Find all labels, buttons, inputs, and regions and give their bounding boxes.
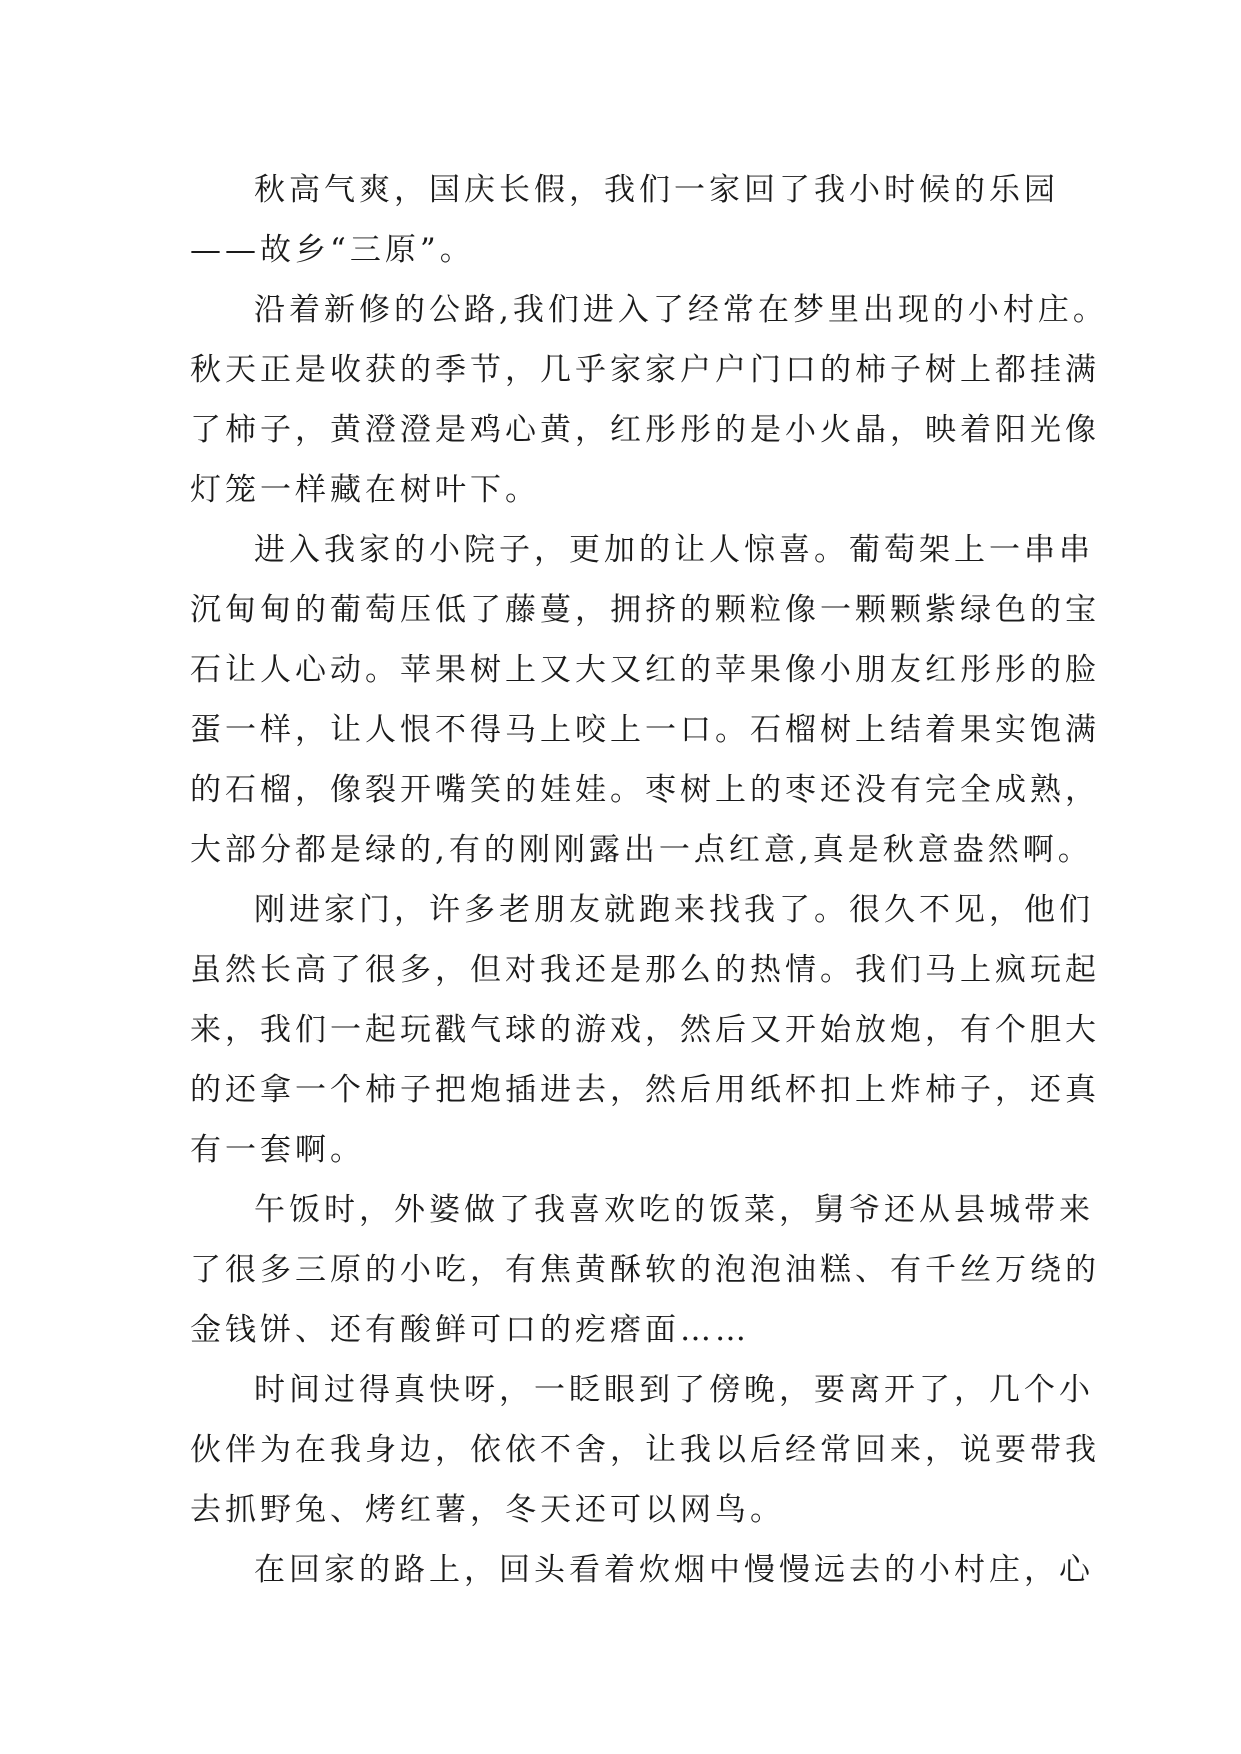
paragraph-3-line-6: 大部分都是绿的,有的刚刚露出一点红意,真是秋意盎然啊。 bbox=[190, 832, 1093, 868]
paragraph-3-line-2: 沉甸甸的葡萄压低了藤蔓，拥挤的颗粒像一颗颗紫绿色的宝 bbox=[190, 592, 1100, 628]
paragraph-3-line-3: 石让人心动。苹果树上又大又红的苹果像小朋友红彤彤的脸 bbox=[190, 652, 1100, 688]
essay-text bbox=[190, 160, 1108, 1600]
paragraph-5-line-1: 午饭时，外婆做了我喜欢吃的饭菜，舅爷还从县城带来 bbox=[254, 1192, 1094, 1228]
paragraph-4-line-4: 的还拿一个柿子把炮插进去，然后用纸杯扣上炸柿子，还真 bbox=[190, 1072, 1100, 1108]
paragraph-2-line-4: 灯笼一样藏在树叶下。 bbox=[190, 472, 540, 508]
paragraph-5-line-2: 了很多三原的小吃，有焦黄酥软的泡泡油糕、有千丝万绕的 bbox=[190, 1252, 1100, 1288]
paragraph-2-line-1: 沿着新修的公路,我们进入了经常在梦里出现的小村庄。 bbox=[254, 292, 1108, 328]
paragraph-4-line-1: 刚进家门，许多老朋友就跑来找我了。很久不见，他们 bbox=[254, 892, 1094, 928]
paragraph-4-line-5: 有一套啊。 bbox=[190, 1132, 365, 1168]
paragraph-2-line-2: 秋天正是收获的季节，几乎家家户户门口的柿子树上都挂满 bbox=[190, 352, 1100, 388]
paragraph-1-line-1: 秋高气爽，国庆长假，我们一家回了我小时候的乐园 bbox=[254, 172, 1059, 208]
paragraph-1-line-2: ——故乡“三原”。 bbox=[190, 232, 475, 268]
paragraph-5-line-3: 金钱饼、还有酸鲜可口的疙瘩面…… bbox=[190, 1312, 750, 1348]
paragraph-3-line-4: 蛋一样，让人恨不得马上咬上一口。石榴树上结着果实饱满 bbox=[190, 712, 1100, 748]
paragraph-3-line-1: 进入我家的小院子，更加的让人惊喜。葡萄架上一串串 bbox=[254, 532, 1094, 568]
paragraph-2-line-3: 了柿子，黄澄澄是鸡心黄，红彤彤的是小火晶，映着阳光像 bbox=[190, 412, 1100, 448]
paragraph-6-line-1: 时间过得真快呀，一眨眼到了傍晚，要离开了，几个小 bbox=[254, 1372, 1094, 1408]
paragraph-6-line-3: 去抓野兔、烤红薯，冬天还可以网鸟。 bbox=[190, 1492, 785, 1528]
paragraph-7-line-1: 在回家的路上，回头看着炊烟中慢慢远去的小村庄，心 bbox=[254, 1552, 1094, 1588]
paragraph-4-line-2: 虽然长高了很多，但对我还是那么的热情。我们马上疯玩起 bbox=[190, 952, 1100, 988]
paragraph-4-line-3: 来，我们一起玩戳气球的游戏，然后又开始放炮，有个胆大 bbox=[190, 1012, 1100, 1048]
paragraph-3-line-5: 的石榴，像裂开嘴笑的娃娃。枣树上的枣还没有完全成熟， bbox=[190, 772, 1100, 808]
paragraph-6-line-2: 伙伴为在我身边，依依不舍，让我以后经常回来，说要带我 bbox=[190, 1432, 1100, 1468]
